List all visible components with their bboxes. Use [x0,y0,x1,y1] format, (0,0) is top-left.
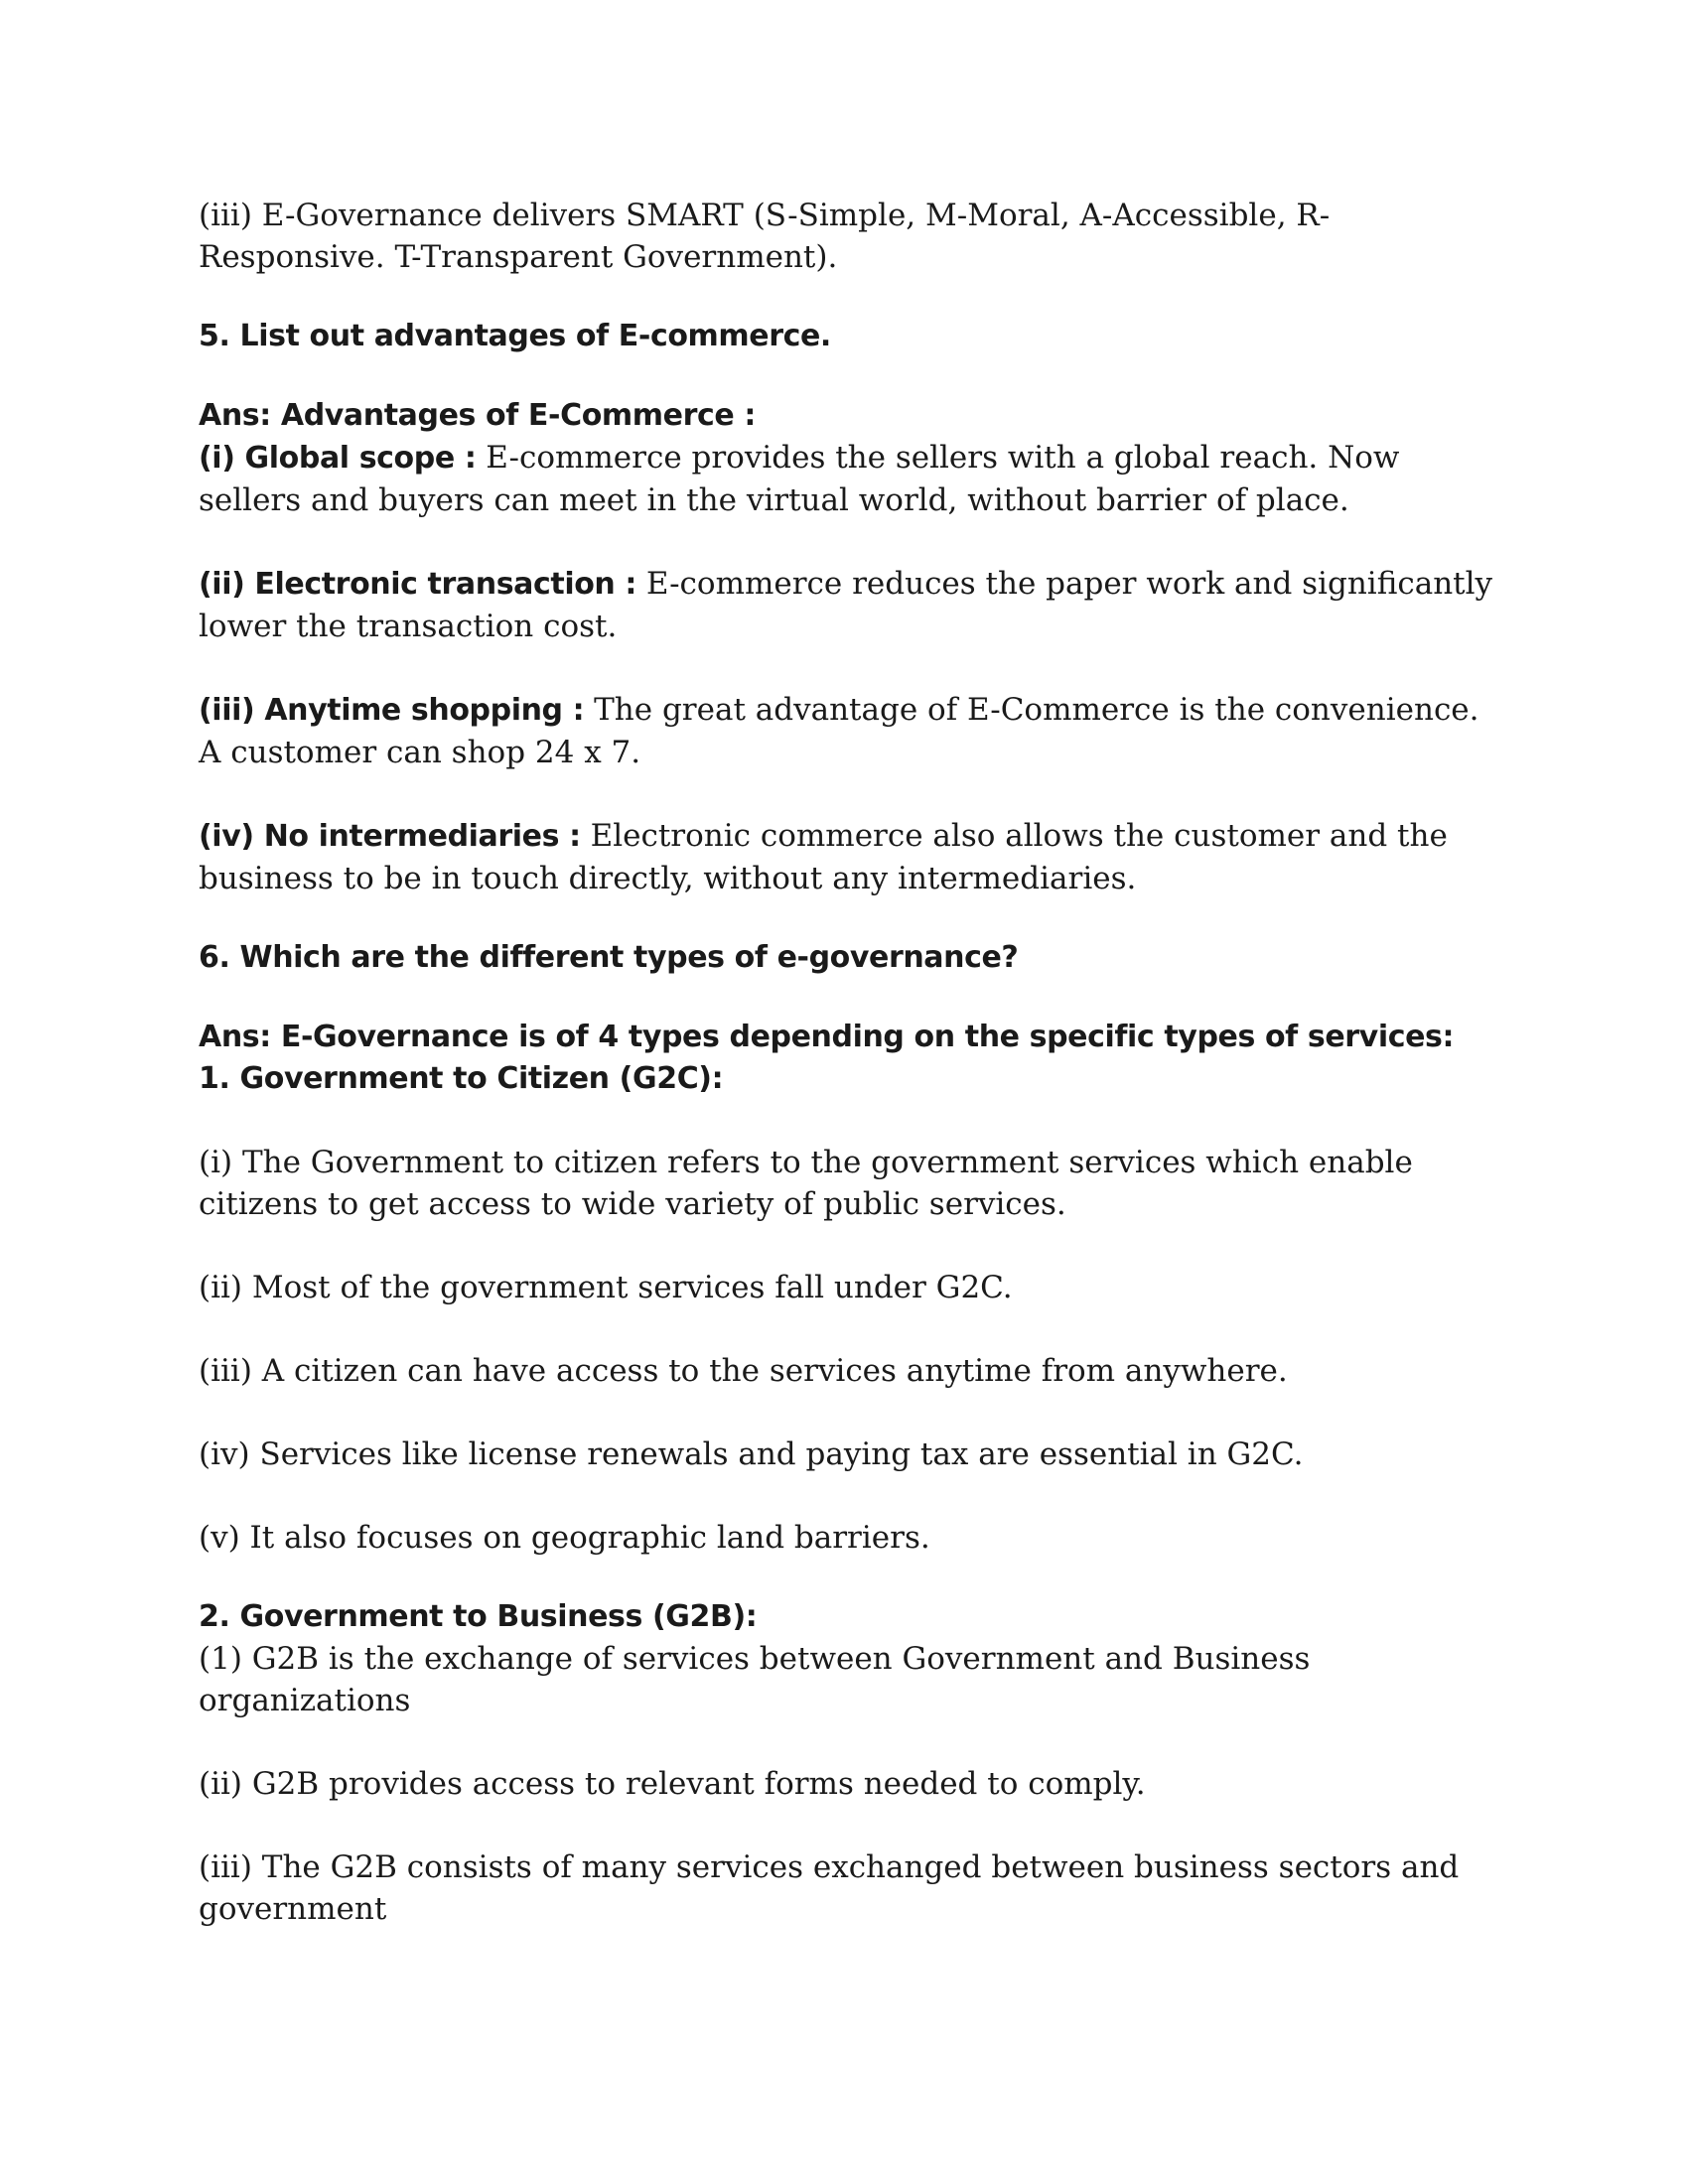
g2c-heading: 1. Government to Citizen (G2C): [199,1061,724,1096]
g2c-point: (iii) A citizen can have access to the services anytime from anywhere. [199,1353,1288,1389]
document-page [199,195,1509,1930]
advantage-electronic-transaction [199,563,1509,647]
smart-point: (iii) E-Governance delivers SMART (S-Simple, M-Moral, A-Accessible, R-Responsive. T-Transparent Government). [199,198,1331,275]
advantage-text: E-commerce provides the sellers with a global reach. Now sellers and buyers can meet in the virtual world, without barrier of place. [199,440,1400,518]
g2b-heading: 2. Government to Business (G2B): [199,1599,758,1634]
advantage-global-scope [199,437,1509,521]
question-5: 5. List out advantages of E-commerce. [199,319,831,353]
advantage-label: (ii) Electronic transaction : [199,567,637,602]
advantage-anytime-shopping [199,689,1509,773]
advantage-label: (iv) No intermediaries : [199,819,581,854]
advantage-text: Electronic commerce also allows the customer and the business to be in touch directly, without any intermediaries. [199,818,1448,896]
advantage-text: The great advantage of E-Commerce is the convenience. A customer can shop 24 x 7. [199,692,1479,770]
advantage-no-intermediaries [199,815,1509,899]
g2c-point: (i) The Government to citizen refers to the government services which enable citizens to get access to wide variety of public services. [199,1145,1413,1222]
g2c-point: (iv) Services like license renewals and paying tax are essential in G2C. [199,1436,1304,1472]
advantage-label: (i) Global scope : [199,441,477,476]
advantage-text: E-commerce reduces the paper work and significantly lower the transaction cost. [199,566,1493,644]
g2c-point: (v) It also focuses on geographic land barriers. [199,1520,930,1556]
answer-6-heading: Ans: E-Governance is of 4 types depending on the specific types of services: [199,1020,1455,1054]
g2c-point: (ii) Most of the government services fall under G2C. [199,1270,1013,1305]
advantage-label: (iii) Anytime shopping : [199,693,585,728]
question-6: 6. Which are the different types of e-governance? [199,940,1019,975]
g2b-point: (ii) G2B provides access to relevant forms needed to comply. [199,1766,1146,1802]
answer-5-heading: Ans: Advantages of E-Commerce : [199,398,756,433]
g2b-point: (iii) The G2B consists of many services exchanged between business sectors and government [199,1849,1460,1927]
g2b-point: (1) G2B is the exchange of services between Government and Business organizations [199,1641,1311,1718]
